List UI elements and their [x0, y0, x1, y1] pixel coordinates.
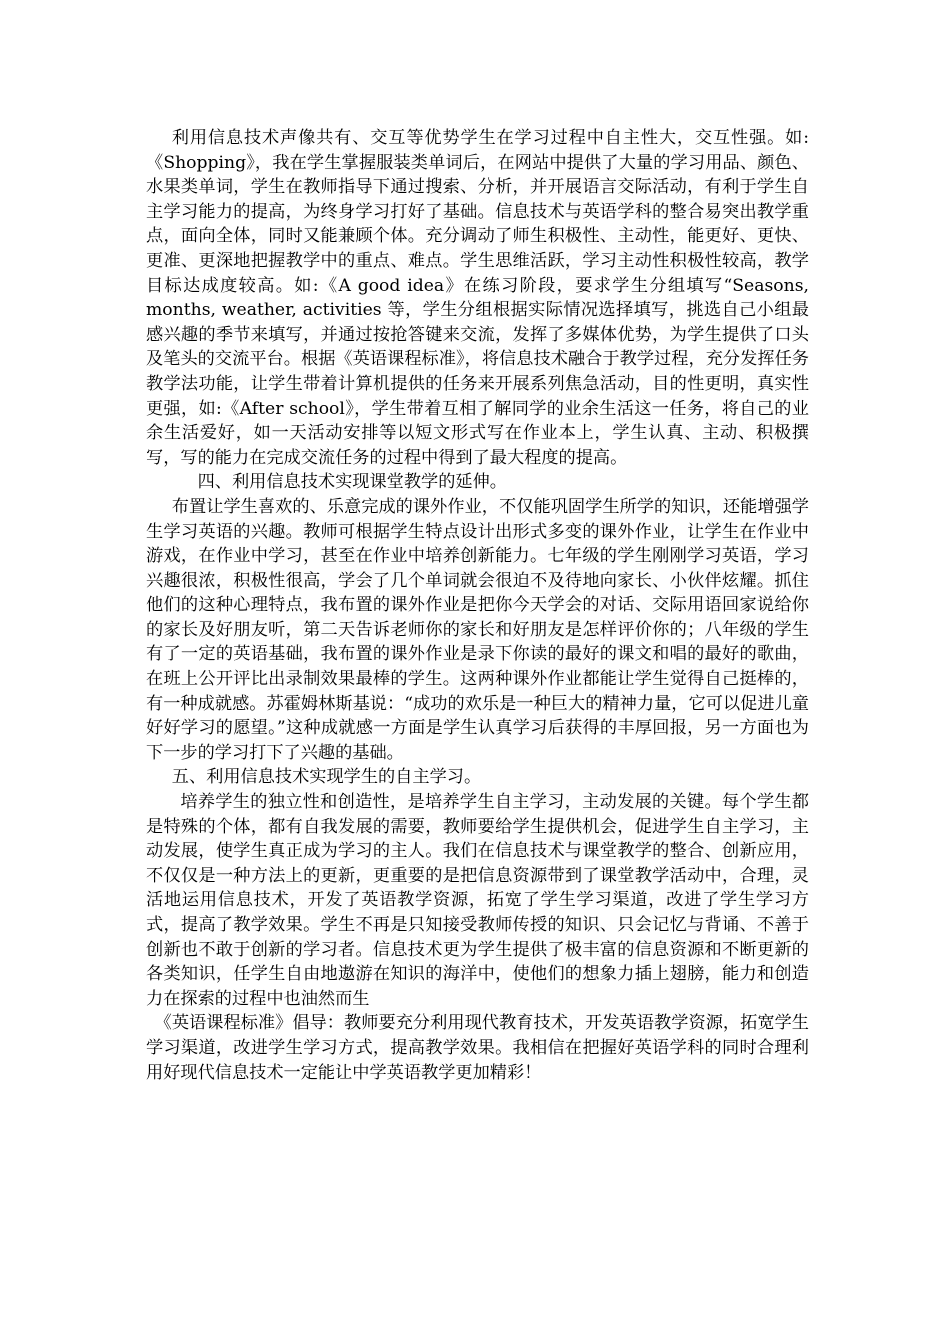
section-heading-5: 五、利用信息技术实现学生的自主学习。	[171, 767, 482, 788]
paragraph-section-5: 培养学生的独立性和创造性，是培养学生自主学习，主动发展的关键。每个学生都是特殊的个体，都有自我发展的需要，教师要给学生提供机会，促进学生自主学习，主动发展，使学生真正成为学习的主人。我们在信息技术与课堂教学的整合、创新应用，不仅仅是一种方法上的更新，更重要的是把信息资源带到了课堂教学活动中，合理，灵活地运用信息技术，开发了英语教学资源，拓宽了学生学习渠道，改进了学生学习方式，提高了教学效果。学生不再是只知接受教师传授的知识、只会记忆与背诵、不善于创新也不敢于创新的学习者。信息技术更为学生提供了极丰富的信息资源和不断更新的各类知识，任学生自由地遨游在知识的海洋中，使他们的想象力插上翅膀，能力和创造力在探索的过程中也油然而生	[146, 792, 809, 1009]
document-page	[146, 126, 809, 1085]
paragraph-conclusion: 《英语课程标准》倡导：教师要充分利用现代教育技术，开发英语教学资源，拓宽学生学习渠道，改进学生学习方式，提高教学效果。我相信在把握好英语学科的同时合理利用好现代信息技术一定能让中学英语教学更加精彩！	[146, 1013, 809, 1083]
paragraph-intro: 利用信息技术声像共有、交互等优势学生在学习过程中自主性大，交互性强。如:《Shopping》，我在学生掌握服装类单词后，在网站中提供了大量的学习用品、颜色、水果类单词，学生在教师指导下通过搜索、分析，并开展语言交际活动，有利于学生自主学习能力的提高，为终身学习打好了基础。信息技术与英语学科的整合易突出教学重点，面向全体，同时又能兼顾个体。充分调动了师生积极性、主动性，能更好、更快、更准、更深地把握教学中的重点、难点。学生思维活跃，学习主动性积极性较高，教学目标达成度较高。如:《A good idea》在练习阶段，要求学生分组填写“Seasons, months, weather, activities 等，学生分组根据实际情况选择填写，挑选自己小组最感兴趣的季节来填写，并通过按抢答键来交流，发挥了多媒体优势，为学生提供了口头及笔头的交流平台。根据《英语课程标准》，将信息技术融合于教学过程，充分发挥任务教学法功能，让学生带着计算机提供的任务来开展系列焦急活动，目的性更明，真实性更强，如:《After school》，学生带着互相了解同学的业余生活这一任务，将自己的业余生活爱好，如一天活动安排等以短文形式写在作业本上，学生认真、主动、积极撰写，写的能力在完成交流任务的过程中得到了最大程度的提高。	[146, 128, 809, 468]
section-heading-4: 四、利用信息技术实现课堂教学的延伸。	[197, 472, 507, 493]
paragraph-section-4: 布置让学生喜欢的、乐意完成的课外作业，不仅能巩固学生所学的知识，还能增强学生学习英语的兴趣。教师可根据学生特点设计出形式多变的课外作业，让学生在作业中游戏，在作业中学习，甚至在作业中培养创新能力。七年级的学生刚刚学习英语，学习兴趣很浓，积极性很高，学会了几个单词就会很迫不及待地向家长、小伙伴炫耀。抓住他们的这种心理特点，我布置的课外作业是把你今天学会的对话、交际用语回家说给你的家长及好朋友听，第二天告诉老师你的家长和好朋友是怎样评价你的；八年级的学生有了一定的英语基础，我布置的课外作业是录下你读的最好的课文和唱的最好的歌曲，在班上公开评比出录制效果最棒的学生。这两种课外作业都能让学生觉得自己挺棒的，有一种成就感。苏霍姆林斯基说：“成功的欢乐是一种巨大的精神力量，它可以促进儿童好好学习的愿望。”这种成就感一方面是学生认真学习后获得的丰厚回报，另一方面也为下一步的学习打下了兴趣的基础。	[146, 496, 809, 763]
